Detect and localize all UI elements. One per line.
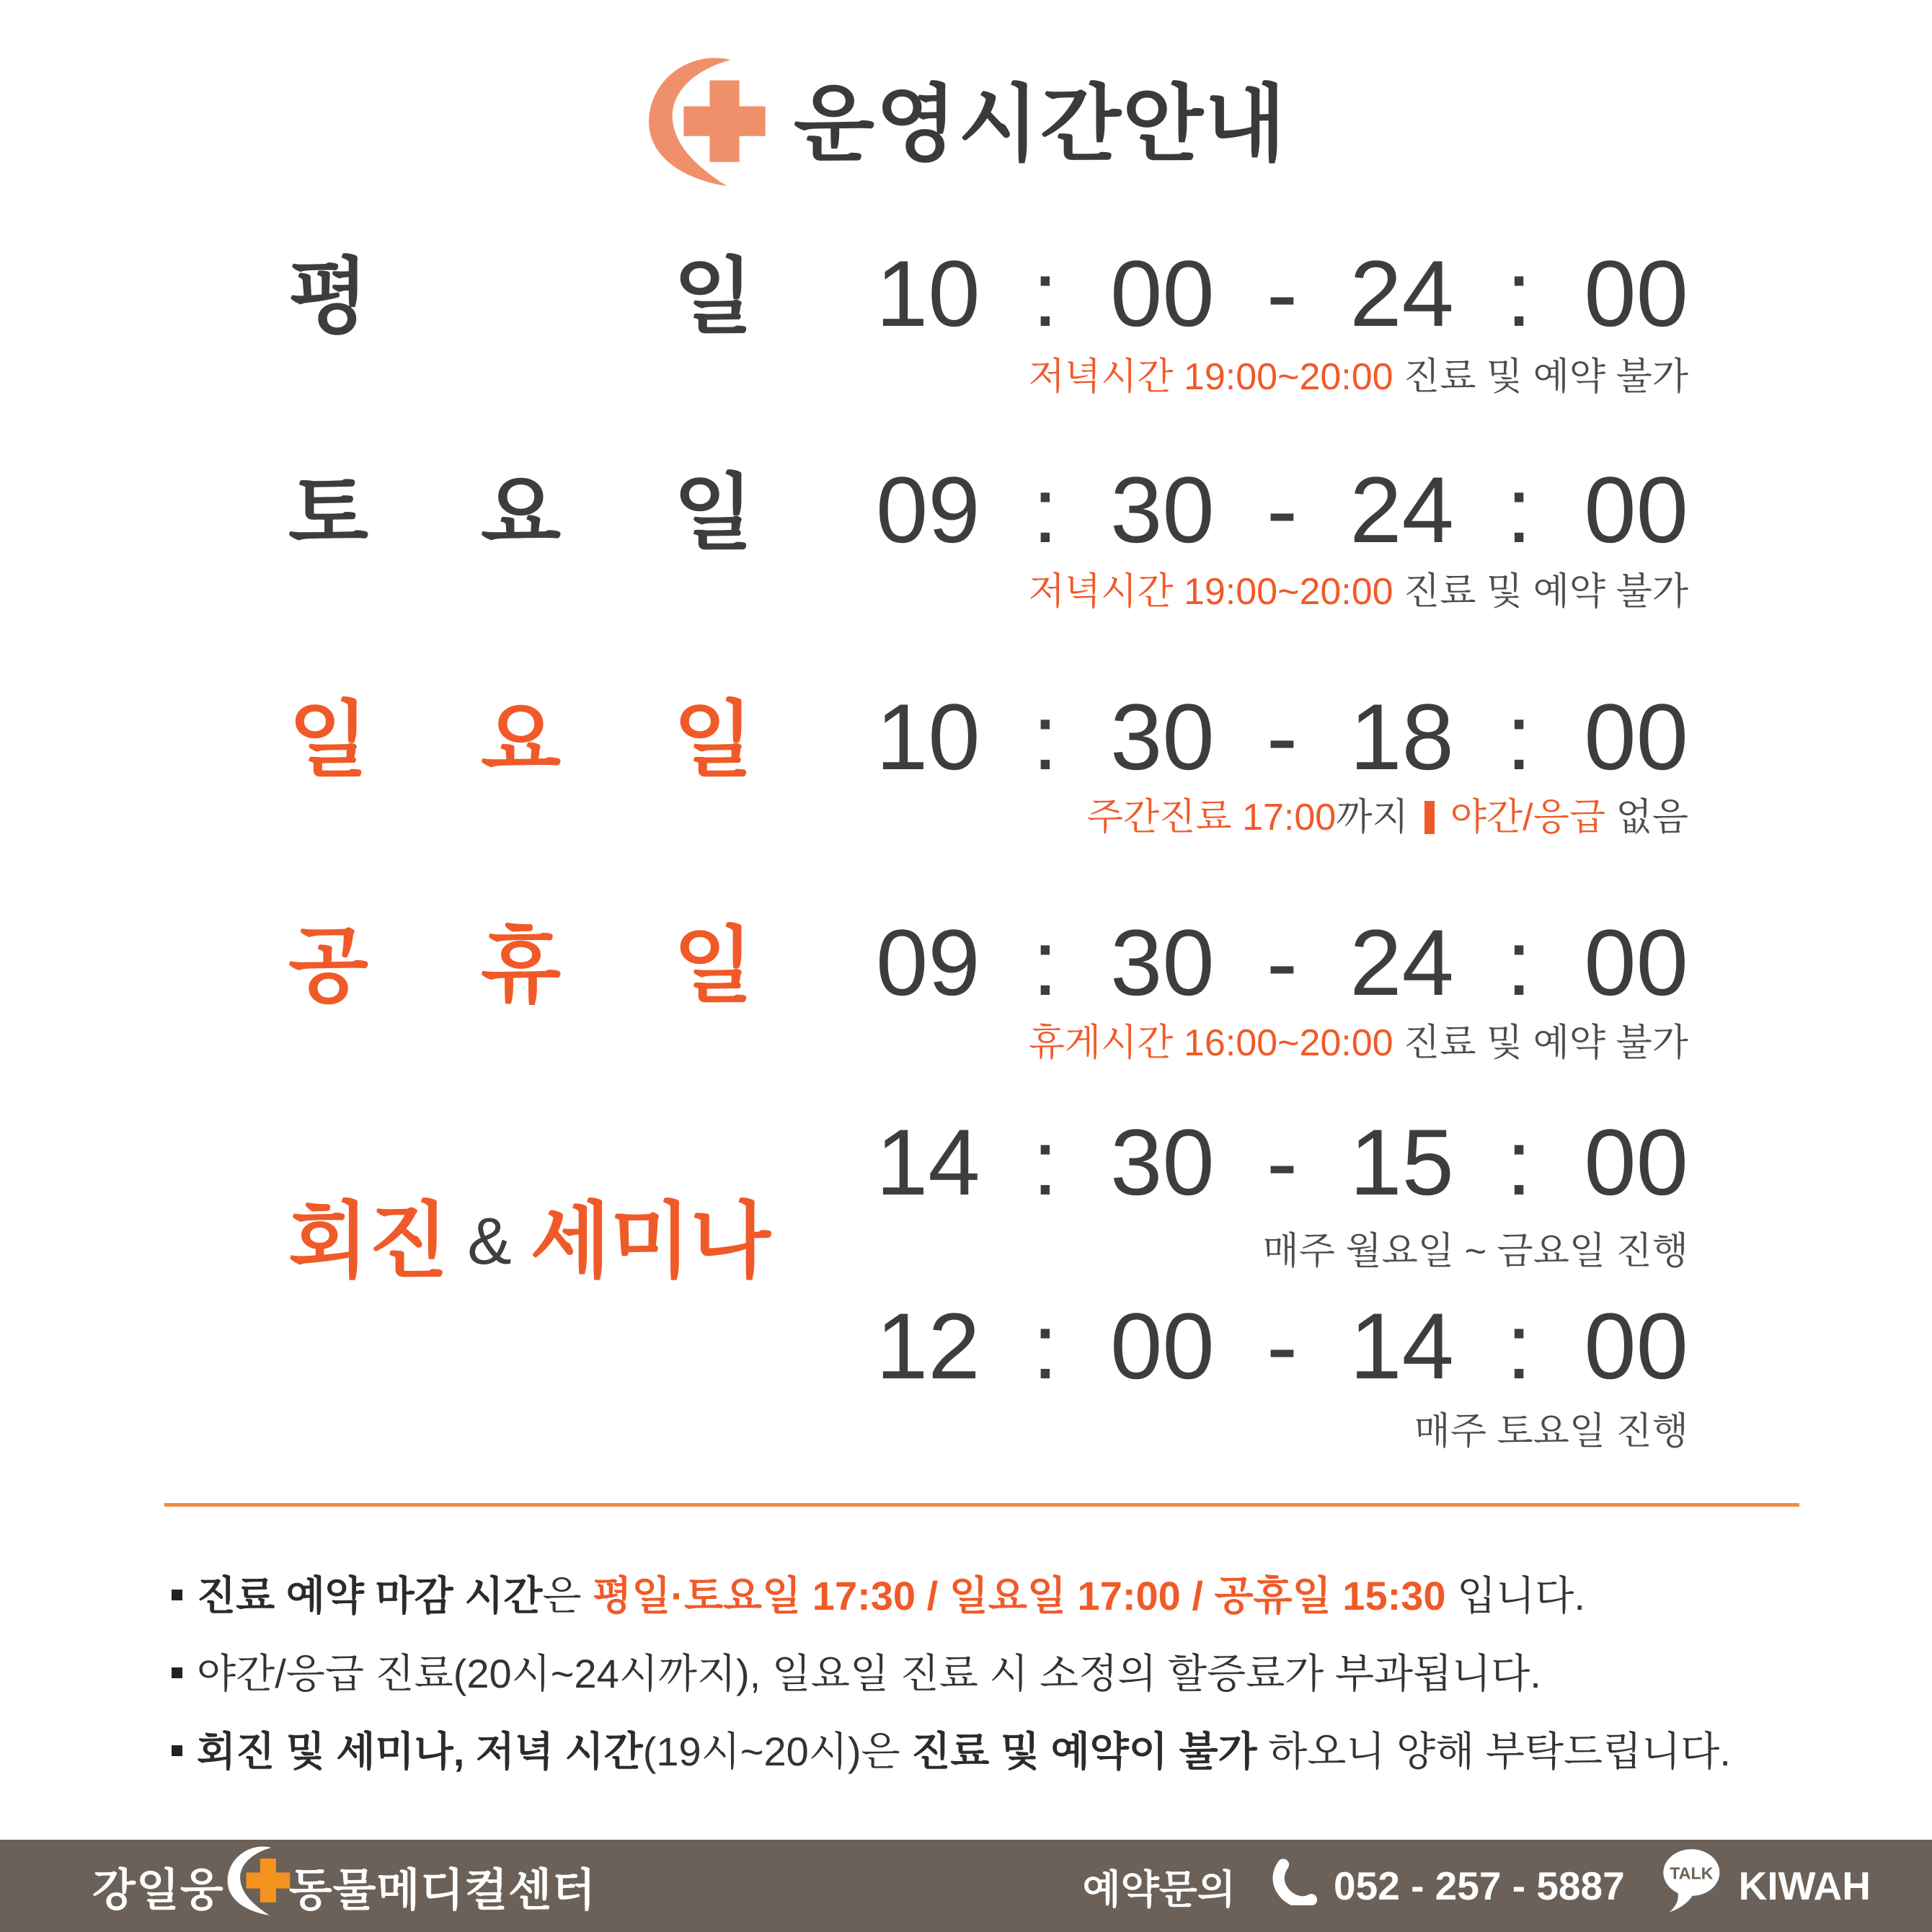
- section-divider: [164, 1503, 1799, 1507]
- svg-text:TALK: TALK: [1669, 1864, 1714, 1883]
- heart-cross-icon: [645, 56, 769, 191]
- holiday-label-char: 일: [673, 920, 753, 1012]
- weekday-label-char: 일: [673, 251, 753, 343]
- bullet-square-icon: [172, 1590, 182, 1600]
- clinic-logo: [92, 1845, 596, 1927]
- clinic-name-right: 동물메디컬센터: [288, 1865, 596, 1915]
- bullet-square-icon: [172, 1667, 182, 1678]
- rounds-seminar-label: 회진 & 세미나: [288, 1195, 771, 1288]
- kakao-group: [1660, 1846, 1871, 1926]
- sunday-note: 주간진료 17:00까지 야간/응급 없음: [1086, 797, 1688, 838]
- weekday-label: [288, 247, 753, 347]
- sunday-label-char: 요: [480, 694, 562, 786]
- footer-bar: [0, 1840, 1932, 1932]
- phone-group: [1270, 1858, 1625, 1915]
- sunday-label: [288, 690, 753, 791]
- footnote-unavailable-times: 회진 및 세미나, 저녁 시간(19시~20시)은 진료 및 예약이 불가 하오니 양해 부탁드립니다.: [172, 1726, 1731, 1778]
- sunday-time: 10 : 30 - 18 : 00: [876, 684, 1688, 789]
- saturday-label: [288, 463, 753, 564]
- bullet-square-icon: [172, 1745, 182, 1756]
- rounds-time-2: 12 : 00 - 14 : 00: [876, 1293, 1688, 1399]
- clinic-name-left: 강일웅: [92, 1865, 224, 1915]
- holiday-label-char: 공: [288, 920, 369, 1012]
- saturday-label-char: 일: [673, 467, 753, 559]
- holiday-time: 09 : 30 - 24 : 00: [876, 910, 1688, 1015]
- sunday-label-char: 일: [673, 694, 753, 786]
- footnote-surcharge: 야간/응급 진료(20시~24시까지), 일요일 진료 시 소정의 할증료가 부과됩니다.: [172, 1648, 1541, 1700]
- saturday-label-char: 토: [288, 467, 369, 559]
- holiday-note: 휴게시간 16:00~20:00 진료 및 예약 불가: [1028, 1022, 1688, 1064]
- rounds-time-1: 14 : 30 - 15 : 00: [876, 1109, 1688, 1215]
- phone-number: 052 - 257 - 5887: [1334, 1864, 1625, 1908]
- kakao-talk-icon: [1660, 1846, 1726, 1926]
- phone-icon: [1270, 1858, 1318, 1915]
- holiday-label-char: 휴: [480, 920, 562, 1012]
- contact-label: 예약문의: [1082, 1866, 1236, 1912]
- weekday-note: 저녁시간 19:00~20:00 진료 및 예약 불가: [1028, 356, 1688, 398]
- saturday-label-char: 요: [480, 467, 562, 559]
- saturday-time: 09 : 30 - 24 : 00: [876, 457, 1688, 562]
- rounds-note-1: 매주 월요일 ~ 금요일 진행: [1262, 1231, 1688, 1272]
- weekday-time: 10 : 00 - 24 : 00: [876, 241, 1688, 346]
- holiday-label: [288, 916, 753, 1016]
- divider-bar: [1424, 801, 1435, 834]
- saturday-note: 저녁시간 19:00~20:00 진료 및 예약 불가: [1028, 571, 1688, 613]
- footer-contact: [1083, 1846, 1871, 1926]
- footnote-reservation-deadline: 진료 예약 마감 시간은 평일·토요일 17:30 / 일요일 17:00 / 공휴일 15:30 입니다.: [172, 1570, 1585, 1622]
- page-title: 운영시간안내: [793, 76, 1288, 171]
- weekday-label-char: 평: [288, 251, 369, 343]
- rounds-note-2: 매주 토요일 진행: [1414, 1411, 1688, 1453]
- header: [0, 56, 1932, 191]
- heart-cross-icon: [226, 1845, 292, 1927]
- kakao-id: KIWAH: [1738, 1864, 1871, 1908]
- sunday-label-char: 일: [288, 694, 369, 786]
